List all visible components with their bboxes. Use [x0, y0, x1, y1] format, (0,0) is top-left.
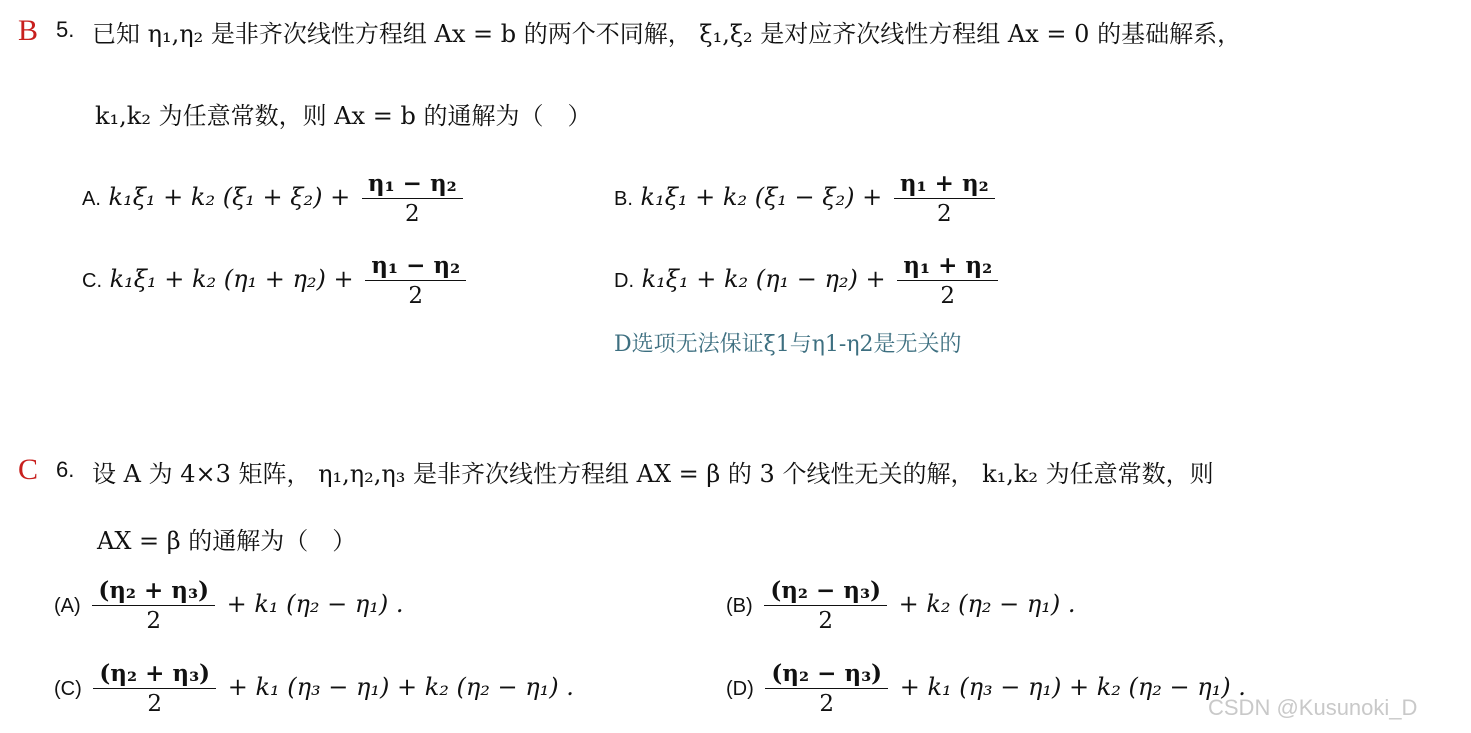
fraction: [362, 170, 463, 227]
q5-number: 5.: [56, 17, 75, 42]
q5-option-a: [82, 170, 467, 227]
fraction: [897, 252, 998, 309]
q5-stem-line1: 已知 η₁,η₂ 是非齐次线性方程组 Ax = b 的两个不同解， ξ₁,ξ₂ 是对应齐次线性方程组 Ax = 0 的基础解系，: [92, 20, 1242, 48]
option-expression: k₁ξ₁ + k₂ (η₁ + η₂) +: [109, 265, 354, 293]
fraction-numerator: η₁ + η₂: [894, 170, 995, 199]
fraction-denominator: 2: [819, 691, 835, 717]
q5-option-b: [614, 170, 999, 227]
fraction: [765, 660, 888, 717]
option-label: (A): [54, 595, 81, 617]
q5-option-d: [614, 252, 1002, 309]
option-expression: k₁ξ₁ + k₂ (η₁ − η₂) +: [641, 265, 886, 293]
q6-option-a: [54, 577, 404, 634]
option-label: B.: [614, 188, 633, 210]
option-expression: + k₁ (η₃ − η₁) + k₂ (η₂ − η₁) .: [899, 673, 1246, 701]
fraction: [894, 170, 995, 227]
fraction-denominator: 2: [818, 608, 833, 634]
option-expression: + k₂ (η₂ − η₁) .: [898, 590, 1076, 618]
option-label: D.: [614, 270, 634, 292]
q6-option-d: [726, 660, 1246, 717]
q5-stem-line2: k₁,k₂ 为任意常数，则 Ax = b 的通解为（ ）: [95, 102, 592, 130]
fraction-numerator: η₁ + η₂: [897, 252, 998, 281]
fraction-numerator: (η₂ − η₃): [764, 577, 887, 606]
fraction-denominator: 2: [405, 201, 420, 227]
q5-note: D选项无法保证ξ1与η1-η2是无关的: [614, 332, 962, 357]
fraction-denominator: 2: [937, 201, 952, 227]
fraction-numerator: η₁ − η₂: [365, 252, 466, 281]
fraction: [764, 577, 887, 634]
watermark: CSDN @Kusunoki_D: [1208, 695, 1418, 720]
fraction-numerator: (η₂ + η₃): [93, 660, 216, 689]
fraction-numerator: (η₂ + η₃): [92, 577, 215, 606]
option-label: (D): [726, 678, 754, 700]
fraction: [93, 660, 216, 717]
q6-option-b: [726, 577, 1076, 634]
option-expression: k₁ξ₁ + k₂ (ξ₁ + ξ₂) +: [108, 183, 351, 211]
option-label: C.: [82, 270, 102, 292]
option-label: A.: [82, 188, 101, 210]
option-label: (B): [726, 595, 753, 617]
q6-stem-line1: 设 A 为 4×3 矩阵， η₁,η₂,η₃ 是非齐次线性方程组 AX = β 的 3 个线性无关的解， k₁,k₂ 为任意常数，则: [92, 460, 1214, 488]
fraction-denominator: 2: [408, 283, 424, 309]
q6-stem-line2: AX = β 的通解为（ ）: [97, 527, 357, 555]
q6-number: 6.: [56, 457, 75, 482]
fraction: [365, 252, 466, 309]
option-expression: + k₁ (η₃ − η₁) + k₂ (η₂ − η₁) .: [227, 673, 574, 701]
fraction-numerator: η₁ − η₂: [362, 170, 463, 199]
q6-option-c: [54, 660, 574, 717]
fraction: [92, 577, 215, 634]
q6-answer-mark: C: [18, 453, 39, 486]
fraction-denominator: 2: [147, 691, 163, 717]
option-expression: k₁ξ₁ + k₂ (ξ₁ − ξ₂) +: [640, 183, 883, 211]
option-expression: + k₁ (η₂ − η₁) .: [226, 590, 404, 618]
q5-option-c: [82, 252, 470, 309]
q5-answer-mark: B: [18, 14, 39, 47]
fraction-numerator: (η₂ − η₃): [765, 660, 888, 689]
fraction-denominator: 2: [940, 283, 956, 309]
fraction-denominator: 2: [146, 608, 161, 634]
option-label: (C): [54, 678, 82, 700]
